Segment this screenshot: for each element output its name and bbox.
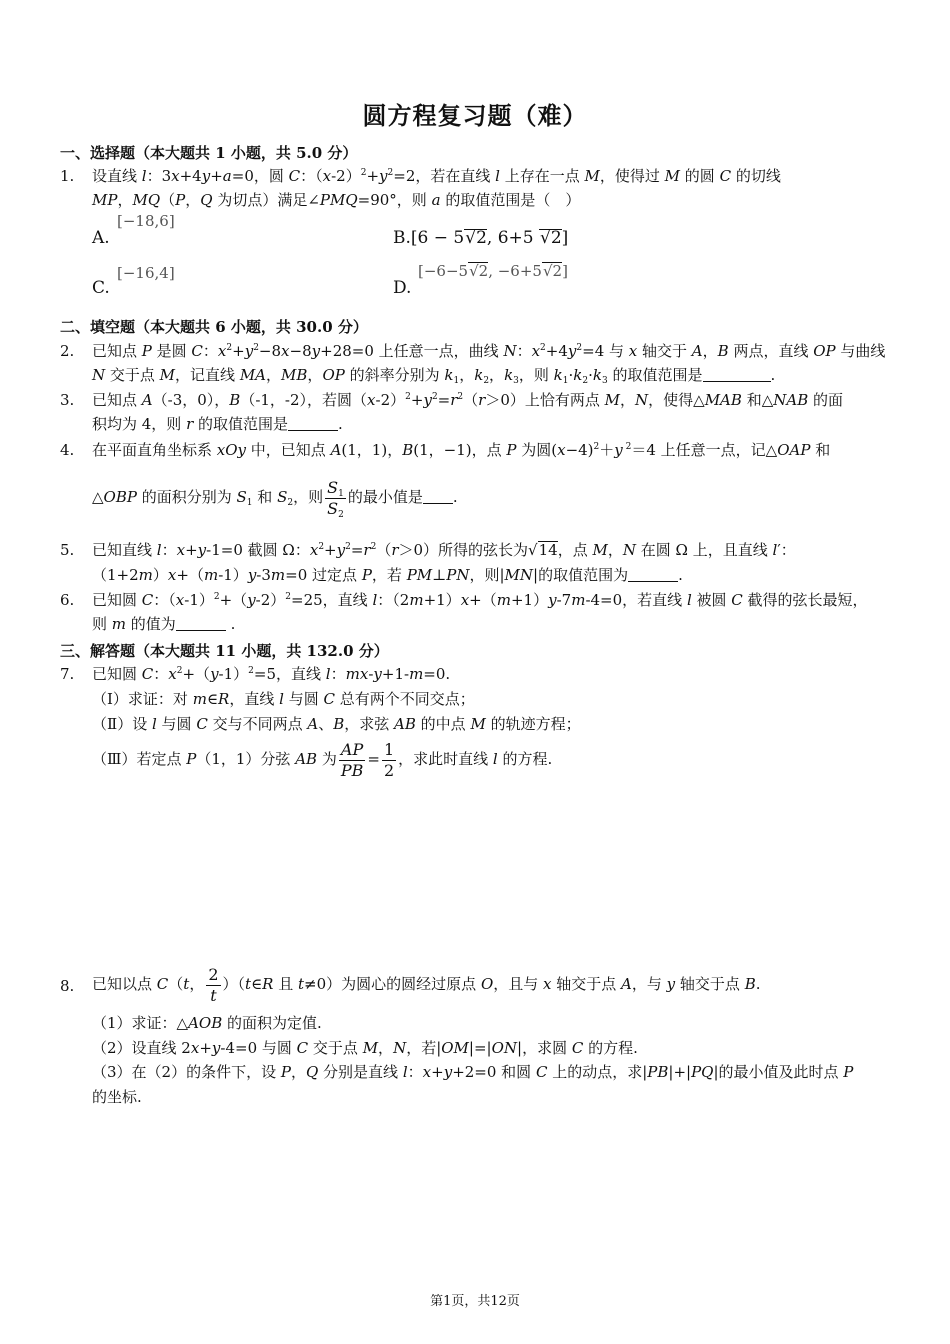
- question-1-line-1: 设直线 l：3x+4y+a=0，圆 C：$(x-2)^2+y^2=2$，若在直线 l 上存在一点 M，使得过 M 的圆 C 的切线: [92, 167, 781, 185]
- question-8-part-3-line-2: 的坐标.: [92, 1088, 142, 1106]
- question-7-part-2: （Ⅱ）设 l 与圆 C 交与不同两点 A、B，求弦 AB 的中点 M 的轨迹方程；: [92, 715, 581, 733]
- question-2-line-1: 已知点 P 是圆 C：$x^2+y^2-8x-8y+28=0$ 上任意一点，曲线 N：$x^2+4y^2=4$ 与 x 轴交于 A，B 两点，直线 OP 与曲线: [92, 342, 886, 360]
- option-d-label: D.: [393, 278, 412, 298]
- section-heading-fill: 二、填空题（本大题共 6 小题，共 30.0 分）: [60, 318, 368, 336]
- question-2-line-2: N 交于点 M，记直线 MA，MB，OP 的斜率分别为 $k_1$，$k_2$，$k_3$，则 $k_1\cdot k_2\cdot k_3$ 的取值范围是 .: [92, 366, 776, 386]
- question-number: 1.: [60, 167, 75, 185]
- question-8-line-1: 已知以点 C（t， $\frac{2}{t}$ ）（t∈R 且 t≠0）为圆心的圆经过原点 O，且与 x 轴交于点 A，与 y 轴交于点 B.: [92, 964, 761, 1005]
- section-heading-choice: 一、选择题（本大题共 1 小题，共 5.0 分）: [60, 144, 358, 162]
- question-7-line-1: 已知圆 C：$x^2+(y-1)^2=5$，直线 l：mx-y+1-m=0.: [92, 665, 451, 683]
- question-6-line-2: 则 m 的值为 .: [92, 615, 236, 633]
- page-footer: 第1页，共12页: [430, 1294, 520, 1309]
- option-b-label: B.: [393, 228, 411, 248]
- question-number: 2.: [60, 342, 75, 360]
- question-7-part-3: （Ⅲ）若定点 P（1，1）分弦 AB 为 $\frac{AP}{PB}$ = $\frac{1}{2}$ ，求此时直线 l 的方程.: [92, 739, 553, 780]
- question-8-part-3-line-1: （3）在（2）的条件下，设 P，Q 分别是直线 l：x+y+2=0 和圆 C 上的动点，求|PB|+|PQ|的最小值及此时点 P: [92, 1063, 854, 1081]
- question-4-line-1: 在平面直角坐标系 xOy 中，已知点 A(1，1)，B(1，−1)，点 P 为圆$(x-4)^2+y$ $^2$＝4 上任意一点，记△OAP 和: [92, 441, 831, 459]
- question-number: 8.: [60, 977, 75, 995]
- section-heading-answer: 三、解答题（本大题共 11 小题，共 132.0 分）: [60, 642, 389, 660]
- question-number: 4.: [60, 441, 75, 459]
- option-b: B.[6 − 5√2, 6+5 √2]: [393, 228, 569, 248]
- option-d-value: [−6−5√2, −6+5√2]: [418, 262, 568, 280]
- option-a-value: [−18,6]: [117, 212, 175, 230]
- question-5-line-1: 已知直线 l：x+y-1=0 截圆 Ω：$x^2+y^2=r^2(r>0)$所得的弦长为√14，点 M，N 在圆 Ω 上，且直线 l′：: [92, 541, 796, 559]
- question-number: 6.: [60, 591, 75, 609]
- question-1-line-2: MP，MQ（P，Q 为切点）满足∠PMQ=90°，则 a 的取值范围是（ ）: [92, 191, 581, 209]
- question-number: 5.: [60, 541, 75, 559]
- question-number: 7.: [60, 665, 75, 683]
- option-c-value: [−16,4]: [117, 264, 175, 282]
- question-number: 3.: [60, 391, 75, 409]
- question-7-part-1: （Ⅰ）求证：对 m∈R，直线 l 与圆 C 总有两个不同交点；: [92, 690, 475, 708]
- question-8-part-1: （1）求证：△AOB 的面积为定值.: [92, 1014, 322, 1032]
- question-6-line-1: 已知圆 C：$(x-1)^2+(y-2)^2=25$，直线 l：（2m+1）x+（m+1）y-7m-4=0，若直线 l 被圆 C 截得的弦长最短，: [92, 591, 868, 609]
- option-a-label: A.: [92, 228, 110, 248]
- question-3-line-2: 积均为 4，则 r 的取值范围是 .: [92, 415, 343, 433]
- question-3-line-1: 已知点 A（-3，0），B（-1，-2），若圆$(x-2)^2+y^2=r^2(r>0)$上恰有两点 M，N，使得△MAB 和△NAB 的面: [92, 391, 843, 409]
- question-8-part-2: （2）设直线 2x+y-4=0 与圆 C 交于点 M，N，若|OM|=|ON|，求圆 C 的方程.: [92, 1039, 638, 1057]
- option-c-label: C.: [92, 278, 110, 298]
- question-4-line-2: △OBP 的面积分别为 $S_1$ 和 $S_2$，则 $\frac{S_1}{S_2}$ 的最小值是 .: [92, 477, 458, 520]
- question-5-line-2: （1+2m）x+（m-1）y-3m=0 过定点 P，若 PM⊥PN，则|MN|的取值范围为 .: [92, 566, 683, 584]
- page-title: 圆方程复习题（难）: [362, 101, 588, 130]
